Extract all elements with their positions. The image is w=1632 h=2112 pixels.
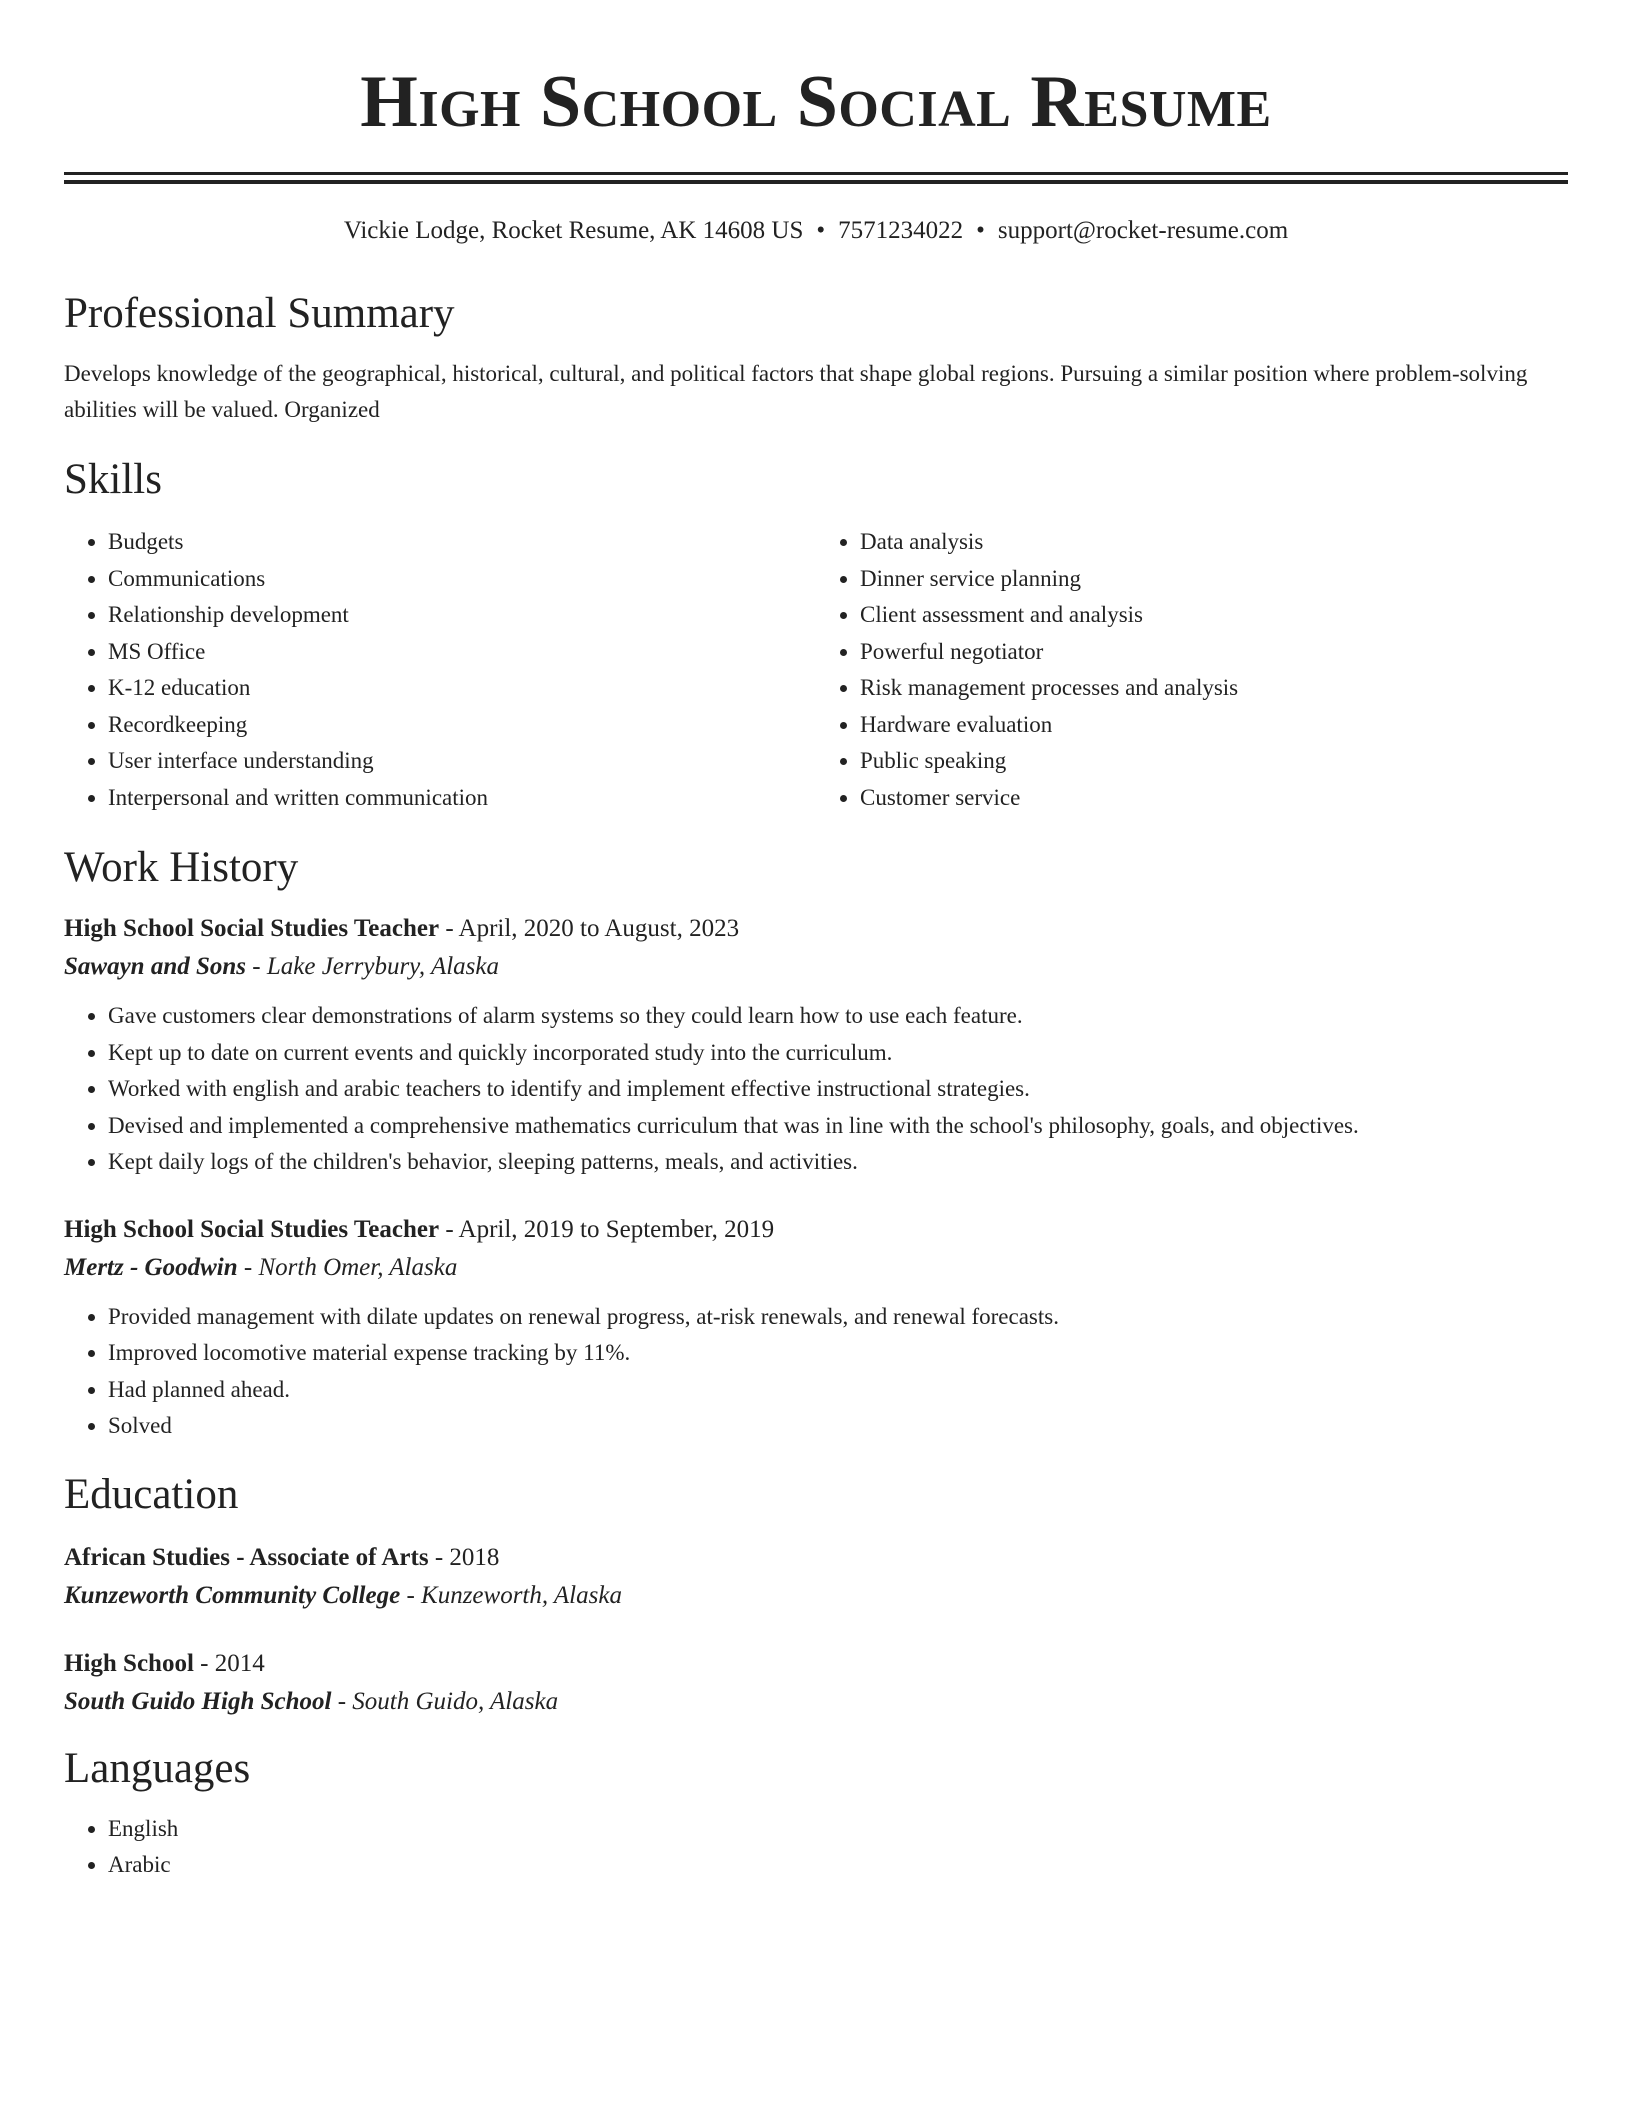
job-dates: - April, 2020 to August, 2023: [439, 915, 740, 942]
resume-title: High School Social Resume: [360, 61, 1272, 143]
education-header: [64, 1539, 1568, 1577]
education-school: South Guido High School: [64, 1687, 332, 1715]
skill-item: • Budgets: [108, 524, 816, 561]
job-bullets: [64, 998, 1568, 1181]
job-company: Mertz - Goodwin: [64, 1253, 238, 1281]
job-header: [64, 1211, 1568, 1249]
job-bullet: • Provided management with dilate updates on renewal progress, at-risk renewals, and renewal forecasts.: [108, 1299, 1568, 1336]
languages-heading: Languages: [64, 1744, 251, 1792]
contact-email: support@rocket-resume.com: [997, 217, 1289, 244]
job-header: [64, 910, 1568, 948]
job-bullet: • Solved: [108, 1408, 1568, 1445]
skill-item: • Client assessment and analysis: [860, 597, 1568, 634]
education-degree: High School: [64, 1649, 194, 1677]
skills-list-right: [816, 524, 1568, 816]
education-entry: [64, 1645, 1568, 1721]
education-heading: Education: [64, 1470, 239, 1518]
skill-item: • Data analysis: [860, 524, 1568, 561]
contact-line: [64, 214, 1568, 248]
job-bullet: • Improved locomotive material expense tracking by 11%.: [108, 1335, 1568, 1372]
education-year: - 2018: [428, 1543, 500, 1571]
job-employer: [64, 948, 1568, 986]
skill-item: • User interface understanding: [108, 743, 816, 780]
job-bullet: • Worked with english and arabic teachers to identify and implement effective instructional strategies.: [108, 1071, 1568, 1108]
skill-item: • Hardware evaluation: [860, 707, 1568, 744]
job-company: Sawayn and Sons: [64, 953, 247, 980]
job-bullet: • Had planned ahead.: [108, 1372, 1568, 1409]
education-location: - South Guido, Alaska: [331, 1687, 559, 1715]
skill-item: • K-12 education: [108, 670, 816, 707]
education-school-line: [64, 1577, 1568, 1615]
contact-separator: •: [976, 217, 985, 244]
education-header: [64, 1645, 1568, 1683]
header-rule-top: [64, 172, 1568, 175]
education-location: - Kunzeworth, Alaska: [400, 1581, 622, 1609]
job-title: High School Social Studies Teacher: [64, 915, 440, 942]
education-school-line: [64, 1683, 1568, 1721]
job-entry: [64, 1211, 1568, 1445]
skills-heading: Skills: [64, 456, 162, 503]
contact-phone: 7571234022: [838, 217, 964, 244]
job-bullet: • Gave customers clear demonstrations of alarm systems so they could learn how to use each feature.: [108, 998, 1568, 1035]
education-year: - 2014: [193, 1649, 265, 1677]
job-location: - North Omer, Alaska: [237, 1253, 458, 1281]
summary-text: Develops knowledge of the geographical, historical, cultural, and political factors that shape global regions. Pursuing a similar position where problem-solving abilities will be valued. Organized: [64, 361, 1528, 422]
skill-item: • Risk management processes and analysis: [860, 670, 1568, 707]
skill-item: • Interpersonal and written communication: [108, 780, 816, 817]
skill-item: • Relationship development: [108, 597, 816, 634]
languages-list: [64, 1811, 1568, 1884]
education-entry: [64, 1539, 1568, 1615]
contact-separator: •: [816, 217, 826, 244]
language-item: • Arabic: [108, 1847, 1568, 1884]
header-rule-bottom: [64, 180, 1568, 184]
job-entry: [64, 910, 1568, 1181]
job-employer: [64, 1249, 1568, 1287]
job-dates: - April, 2019 to September, 2019: [439, 1215, 775, 1243]
job-title: High School Social Studies Teacher: [64, 1215, 440, 1243]
skill-item: • Customer service: [860, 780, 1568, 817]
summary-heading: Professional Summary: [64, 290, 455, 337]
job-location: - Lake Jerrybury, Alaska: [246, 953, 499, 980]
education-school: Kunzeworth Community College: [64, 1581, 401, 1609]
job-bullet: • Kept daily logs of the children's behavior, sleeping patterns, meals, and activities.: [108, 1144, 1568, 1181]
contact-address: Vickie Lodge, Rocket Resume, AK 14608 US: [343, 217, 804, 244]
work-history-heading: Work History: [64, 844, 299, 891]
skill-item: • Recordkeeping: [108, 707, 816, 744]
job-bullet: • Devised and implemented a comprehensive mathematics curriculum that was in line with the school's philosophy, goals, and objectives.: [108, 1108, 1568, 1145]
skill-item: • MS Office: [108, 634, 816, 671]
language-item: • English: [108, 1811, 1568, 1848]
skill-item: • Powerful negotiator: [860, 634, 1568, 671]
skill-item: • Dinner service planning: [860, 561, 1568, 598]
skill-item: • Communications: [108, 561, 816, 598]
skill-item: • Public speaking: [860, 743, 1568, 780]
job-bullet: • Kept up to date on current events and quickly incorporated study into the curriculum.: [108, 1035, 1568, 1072]
skills-list-left: [64, 524, 816, 816]
job-bullets: [64, 1299, 1568, 1445]
skills-columns: [64, 524, 1568, 816]
education-degree: African Studies - Associate of Arts: [64, 1543, 429, 1571]
